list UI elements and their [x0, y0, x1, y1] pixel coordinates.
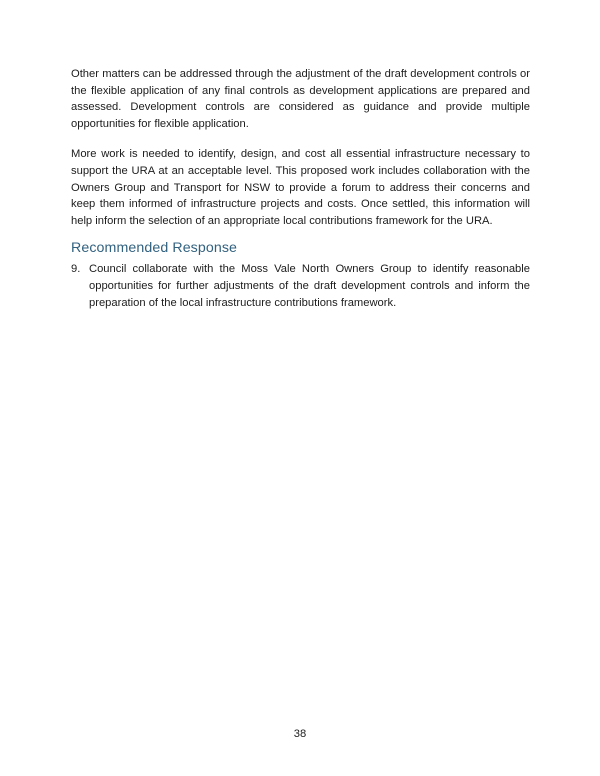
- list-item-marker: 9.: [71, 263, 81, 276]
- page-number: 38: [293, 728, 307, 740]
- section-heading-recommended-response: Recommended Response: [71, 240, 238, 257]
- list-item: [71, 261, 530, 311]
- recommendation-list: [71, 261, 530, 311]
- list-item-label: Council collaborate with the Moss Vale North Owners Group to identify reasonable opportunities for further adjustments of the draft development controls and inform the preparation of the local infrastructure contributions framework.: [89, 263, 530, 309]
- body-paragraph: Other matters can be addressed through the adjustment of the draft development controls or the flexible application of any final controls as development applications are prepared and assessed. Development controls are considered as guidance and provide multiple opportunities for flexible application.: [71, 68, 530, 130]
- body-paragraph: More work is needed to identify, design, and cost all essential infrastructure necessary to support the URA at an acceptable level. This proposed work includes collaboration with the Owners Group and Transport for NSW to provide a forum to address their concerns and keep them informed of infrastructure projects and costs. Once settled, this information will help inform the selection of an appropriate local contributions framework for the URA.: [71, 148, 530, 227]
- page-content: [71, 66, 530, 311]
